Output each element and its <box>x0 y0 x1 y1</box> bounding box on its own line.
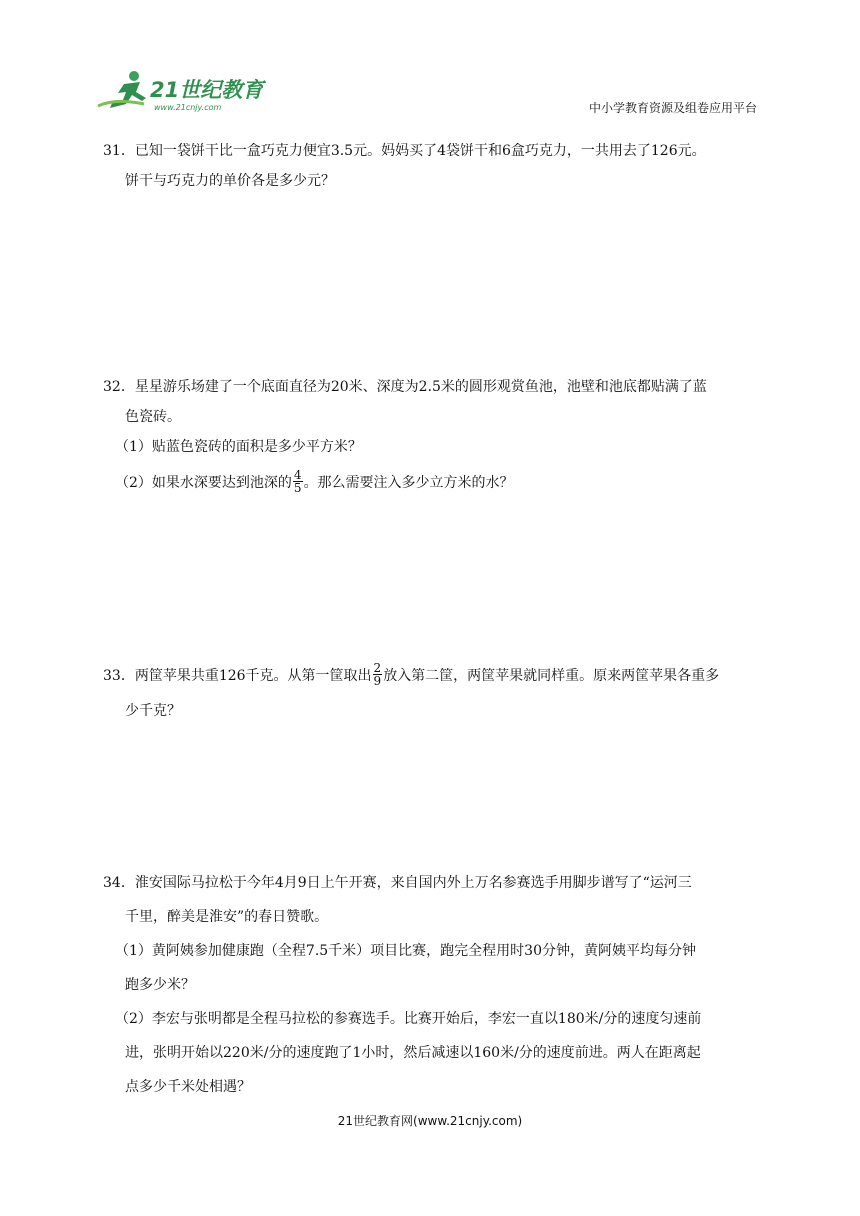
platform-name: 中小学教育资源及组卷应用平台 <box>588 101 757 115</box>
question-32-sub-2-after: 。那么需要注入多少立方米的水？ <box>303 475 514 491</box>
question-32-sub-1: （1）贴蓝色瓷砖的面积是多少平方米？ <box>115 439 362 455</box>
svg-text:www.21cnjy.com: www.21cnjy.com <box>154 103 222 112</box>
question-32-sub-2-before: （2）如果水深要达到池深的 <box>115 475 292 491</box>
question-33-line-1-before: 33．两筐苹果共重126千克。从第一筐取出 <box>103 668 372 684</box>
question-32-sub-2 <box>103 462 758 504</box>
question-32 <box>103 372 758 504</box>
svg-text:21世纪教育: 21世纪教育 <box>150 78 264 102</box>
logo <box>96 66 266 116</box>
question-33-line-1-after: 放入第二筐，两筐苹果就同样重。原来两筐苹果各重多 <box>383 668 720 684</box>
fraction-two-ninths <box>373 662 383 687</box>
question-34-sub-2-cont-2: 点多少千米处相遇？ <box>125 1079 251 1095</box>
footer-text: 21世纪教育网(www.21cnjy.com) <box>337 1114 523 1128</box>
question-31-line-2: 饼干与巧克力的单价各是多少元？ <box>125 173 335 189</box>
fraction-denominator: 5 <box>293 480 302 495</box>
fraction-denominator: 9 <box>373 673 382 688</box>
question-34-sub-2: （2）李宏与张明都是全程马拉松的参赛选手。比赛开始后，李宏一直以180米/分的速度匀速前 <box>115 1011 702 1027</box>
question-34-sub-1: （1）黄阿姨参加健康跑（全程7.5千米）项目比赛，跑完全程用时30分钟，黄阿姨平均每分钟 <box>115 943 696 959</box>
question-33-line-1 <box>103 656 758 696</box>
fraction-four-fifths <box>293 469 303 494</box>
question-34-sub-2-cont-1: 进，张明开始以220米/分的速度跑了1小时，然后减速以160米/分的速度前进。两人在距离起 <box>125 1045 701 1061</box>
question-31-line-1: 31．已知一袋饼干比一盒巧克力便宜3.5元。妈妈买了4袋饼干和6盒巧克力，一共用去了126元。 <box>103 143 706 159</box>
question-34-sub-1-cont: 跑多少米？ <box>125 977 195 993</box>
question-34-line-2: 千里，醉美是淮安”的春日赞歌。 <box>125 909 329 925</box>
question-33-line-2: 少千克？ <box>125 703 181 719</box>
runner-logo-icon <box>96 66 266 116</box>
question-34 <box>103 866 758 1104</box>
fraction-numerator: 2 <box>373 660 382 675</box>
fraction-numerator: 4 <box>293 467 302 482</box>
question-31 <box>103 136 758 196</box>
question-33 <box>103 656 758 726</box>
question-32-line-2: 色瓷砖。 <box>125 409 181 425</box>
question-32-line-1: 32．星星游乐场建了一个底面直径为20米、深度为2.5米的圆形观赏鱼池，池壁和池底都贴满了蓝 <box>103 379 707 395</box>
question-34-line-1: 34．淮安国际马拉松于今年4月9日上午开赛，来自国内外上万名参赛选手用脚步谱写了“运河三 <box>103 875 692 891</box>
